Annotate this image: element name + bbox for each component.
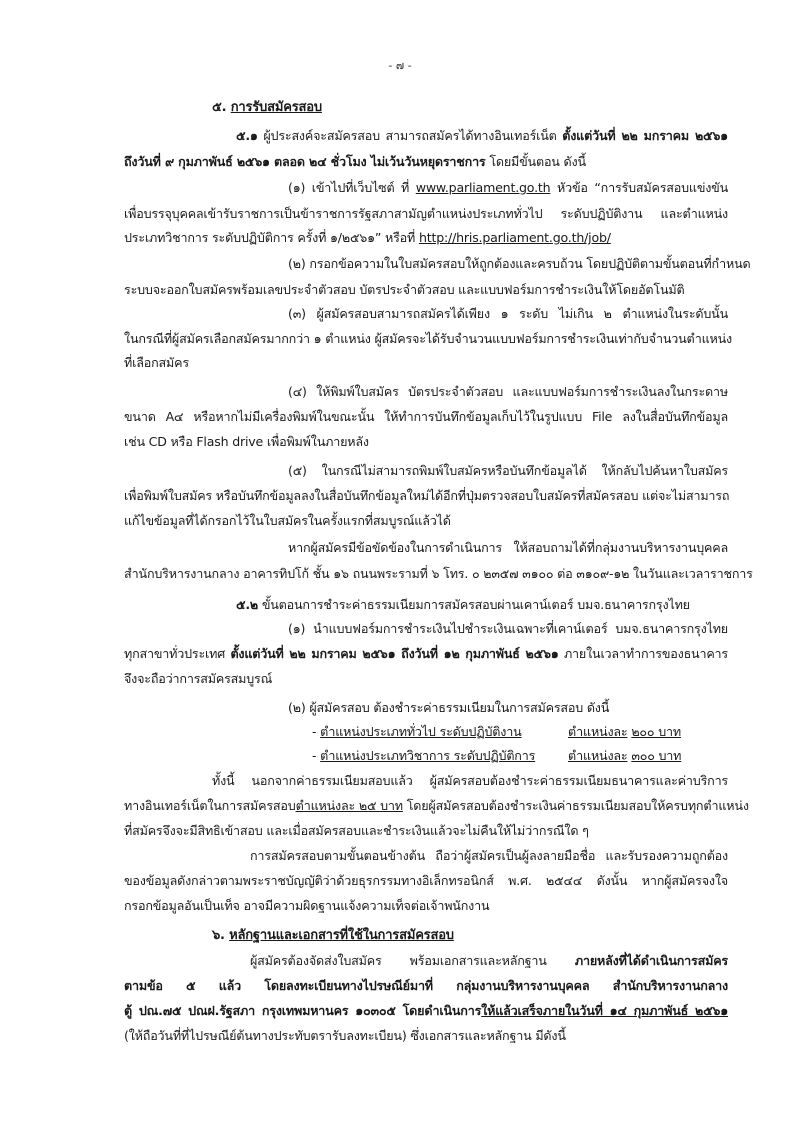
s52-cert-line1: การสมัครสอบตามขั้นตอนข้างต้น ถือว่าผู้สมัครเป็นผู้ลงลายมือชื่อ และรับรองความถูกต้อง — [250, 848, 728, 863]
s52-step2-line1: (๒) ผู้สมัครสอบ ต้องชำระค่าธรรมเนียมในการสมัครสอบ ดังนี้ — [288, 700, 610, 715]
s52-note-line1: ทั้งนี้ นอกจากค่าธรรมเนียมสอบแล้ว ผู้สมัครสอบต้องชำระค่าธรรมเนียมธนาคารและค่าบริการ — [212, 773, 728, 788]
s51-step5-line2: เพื่อพิมพ์ใบสมัคร หรือบันทึกข้อมูลลงในสื่อบันทึกข้อมูลใหม่ได้อีกที่ปุ่มตรวจสอบใบสมัครที่สมัครสอบ แต่จะไม่สามารถ — [124, 488, 730, 503]
section-6-title: หลักฐานและเอกสารที่ใช้ในการสมัครสอบ — [229, 928, 454, 943]
page-number: - ๗ - — [388, 59, 412, 72]
section-6-number: ๖. — [212, 928, 225, 943]
s6-line2: ตามข้อ ๕ แล้ว โดยลงทะเบียนทางไปรษณีย์มาที่ กลุ่มงานบริหารงานบุคคล สำนักบริหารงานกลาง — [124, 978, 728, 993]
parliament-website-link[interactable]: www.parliament.go.th — [415, 180, 551, 195]
s51-contact-line1: หากผู้สมัครมีข้อขัดข้องในการดำเนินการ ให้สอบถามได้ที่กลุ่มงานบริหารงานบุคคล — [288, 540, 728, 555]
s51-line1: ๕.๑ ผู้ประสงค์จะสมัครสอบ สามารถสมัครได้ทางอินเทอร์เน็ต ตั้งแต่วันที่ ๒๒ มกราคม ๒๕๖๑ — [236, 128, 728, 143]
s51-step1-line3: ประเภทวิชาการ ระดับปฏิบัติการ ครั้งที่ ๑/๒๕๖๑” หรือที่ http://hris.parliament.go.th/job/ — [124, 230, 611, 245]
fee-row-general: - ตำแหน่งประเภททั่วไป ระดับปฏิบัติงาน ตำแหน่งละ ๒๐๐ บาท — [312, 724, 681, 739]
s51-contact-line2: สำนักบริหารงานกลาง อาคารทิปโก้ ชั้น ๑๖ ถนนพระรามที่ ๖ โทร. ๐ ๒๓๕๗ ๓๑๐๐ ต่อ ๓๑๐๙-๑๒ ในวันและเวลาราชการ — [124, 566, 753, 581]
section-5-title: การรับสมัครสอบ — [230, 100, 322, 115]
s51-step5-line1: (๕) ในกรณีไม่สามารถพิมพ์ใบสมัครหรือบันทึกข้อมูลได้ ให้กลับไปค้นหาใบสมัคร — [288, 463, 728, 478]
s52-step1-line2: ทุกสาขาทั่วประเทศ ตั้งแต่วันที่ ๒๒ มกราคม ๒๕๖๑ ถึงวันที่ ๑๒ กุมภาพันธ์ ๒๕๖๑ ภายในเวลาทำการของธนาคาร — [124, 646, 728, 661]
s51-step4-line1: (๔) ให้พิมพ์ใบสมัคร บัตรประจำตัวสอบ และแบบฟอร์มการชำระเงินลงในกระดาษ — [288, 384, 728, 399]
s52-step1-line3: จึงจะถือว่าการสมัครสมบูรณ์ — [124, 671, 273, 686]
section-5-number: ๕. — [212, 100, 227, 115]
s51-step4-line3: เช่น CD หรือ Flash drive เพื่อพิมพ์ในภายหลัง — [124, 434, 369, 449]
fee-position: ตำแหน่งประเภททั่วไป ระดับปฏิบัติงาน — [320, 724, 522, 739]
s51-step3-line2: ในกรณีที่ผู้สมัครเลือกสมัครมากกว่า ๑ ตำแหน่ง ผู้สมัครจะได้รับจำนวนแบบฟอร์มการชำระเงินเท่ากับจำนวนตำแหน่ง — [124, 331, 732, 346]
s51-step4-line2: ขนาด A๔ หรือหากไม่มีเครื่องพิมพ์ในขณะนั้น ให้ทำการบันทึกข้อมูลเก็บไว้ในรูปแบบ File ลงในสื่อบันทึกข้อมูล — [124, 409, 728, 424]
s51-step5-line3: แก้ไขข้อมูลที่ได้กรอกไว้ในใบสมัครในครั้งแรกที่สมบูรณ์แล้วได้ — [124, 513, 451, 528]
fee-amount: ๒๐๐ บาท — [631, 724, 681, 739]
fee-per: ตำแหน่งละ — [567, 724, 628, 739]
s52-title: ๕.๒ ขั้นตอนการชำระค่าธรรมเนียมการสมัครสอบผ่านเคาน์เตอร์ บมจ.ธนาคารกรุงไทย — [236, 597, 690, 612]
fee-row-academic: - ตำแหน่งประเภทวิชาการ ระดับปฏิบัติการ ตำแหน่งละ ๓๐๐ บาท — [312, 748, 682, 763]
s6-line4: (ให้ถือวันที่ที่ไปรษณีย์ต้นทางประทับตรารับลงทะเบียน) ซึ่งเอกสารและหลักฐาน มีดังนี้ — [124, 1028, 566, 1043]
fee-per: ตำแหน่งละ — [567, 748, 628, 763]
s52-cert-line2: ของข้อมูลดังกล่าวตามพระราชบัญญัติว่าด้วยธุรกรรมทางอิเล็กทรอนิกส์ พ.ศ. ๒๕๔๔ ดังนั้น หากผู้สมัครจงใจ — [124, 873, 728, 888]
s51-step2-line2: ระบบจะออกใบสมัครพร้อมเลขประจำตัวสอบ บัตรประจำตัวสอบ และแบบฟอร์มการชำระเงินให้โดยอัตโนมัติ — [124, 282, 685, 297]
fee-position: ตำแหน่งประเภทวิชาการ ระดับปฏิบัติการ — [320, 748, 536, 763]
hris-job-link[interactable]: http://hris.parliament.go.th/job/ — [418, 230, 611, 245]
section-6-heading — [212, 928, 454, 944]
s6-line1: ผู้สมัครต้องจัดส่งใบสมัคร พร้อมเอกสารและหลักฐาน ภายหลังที่ได้ดำเนินการสมัคร — [250, 953, 728, 968]
s52-cert-line3: กรอกข้อมูลอันเป็นเท็จ อาจมีความผิดฐานแจ้งความเท็จต่อเจ้าพนักงาน — [124, 898, 490, 913]
s51-step1-line2: เพื่อบรรจุบุคคลเข้ารับราชการเป็นข้าราชการรัฐสภาสามัญตำแหน่งประเภททั่วไป ระดับปฏิบัติงาน และตำแหน่ง — [124, 206, 728, 221]
section-5-heading — [212, 100, 322, 116]
s52-step1-line1: (๑) นำแบบฟอร์มการชำระเงินไปชำระเงินเฉพาะที่เคาน์เตอร์ บมจ.ธนาคารกรุงไทย — [288, 621, 728, 636]
s51-step2-line1: (๒) กรอกข้อความในใบสมัครสอบให้ถูกต้องและครบถ้วน โดยปฏิบัติตามขั้นตอนที่กำหนด — [288, 256, 751, 271]
s52-note-line2: ทางอินเทอร์เน็ตในการสมัครสอบตำแหน่งละ ๒๕ บาท โดยผู้สมัครสอบต้องชำระเงินค่าธรรมเนียมสอบให้ครบทุกตำแหน่ง — [124, 798, 749, 813]
s52-note-line3: ที่สมัครจึงจะมีสิทธิเข้าสอบ และเมื่อสมัครสอบและชำระเงินแล้วจะไม่คืนให้ไม่ว่ากรณีใด ๆ — [124, 823, 589, 838]
s51-line2: ถึงวันที่ ๙ กุมภาพันธ์ ๒๕๖๑ ตลอด ๒๔ ชั่วโมง ไม่เว้นวันหยุดราชการ โดยมีขั้นตอน ดังนี้ — [124, 154, 586, 169]
s51-step3-line1: (๓) ผู้สมัครสอบสามารถสมัครได้เพียง ๑ ระดับ ไม่เกิน ๒ ตำแหน่งในระดับนั้น — [288, 306, 728, 321]
s51-step1-line1: (๑) เข้าไปที่เว็บไซต์ ที่ www.parliament.go.th หัวข้อ “การรับสมัครสอบแข่งขัน — [288, 180, 728, 195]
fee-amount: ๓๐๐ บาท — [631, 748, 682, 763]
s51-step3-line3: ที่เลือกสมัคร — [124, 355, 189, 370]
s6-line3: ตู้ ปณ.๗๕ ปณฝ.รัฐสภา กรุงเทพมหานคร ๑๐๓๐๕ โดยดำเนินการให้แล้วเสร็จภายในวันที่ ๑๔ กุมภาพันธ์ ๒๕๖๑ — [124, 1003, 728, 1018]
